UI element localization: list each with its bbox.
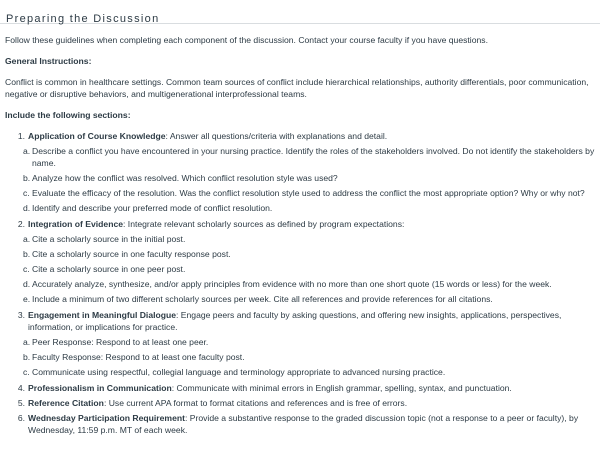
general-instructions-text: Conflict is common in healthcare settings. Common team sources of conflict include hierarchical relationships, authority differentials, poor communication, negative or disruptive behaviors, and multigenerational interprofessional teams. [5, 77, 589, 99]
section-label: Engagement in Meaningful Dialogue [28, 310, 177, 320]
section-label: Application of Course Knowledge [28, 131, 166, 141]
subitem [23, 145, 597, 169]
sections-heading: Include the following sections: [5, 110, 131, 120]
section-number: 6. [17, 413, 25, 423]
section-description: : Answer all questions/criteria with explanations and detail. [165, 131, 388, 141]
section-item [17, 382, 597, 394]
section-description: : Engage peers and faculty by asking questions, and offering new insights, applications, perspectives, information, or implications for practice. [28, 310, 562, 332]
section-item [17, 309, 597, 378]
subitem-text: Cite a scholarly source in the initial post. [32, 234, 186, 244]
subitem-letter: d. [23, 279, 31, 289]
section-text [23, 130, 597, 142]
subitem-text: Describe a conflict you have encountered in your nursing practice. Identify the roles of the stakeholders involved. Do not identify the stakeholders by name. [32, 146, 595, 168]
subitem [23, 366, 597, 378]
section-number: 5. [17, 398, 25, 408]
subitem [23, 336, 597, 348]
subitem-letter: e. [23, 294, 31, 304]
subitem-text: Identify and describe your preferred mode of conflict resolution. [32, 203, 273, 213]
section-label: Wednesday Participation Requirement [28, 413, 185, 423]
section-item [17, 218, 597, 305]
section-text [23, 218, 597, 230]
section-text [23, 382, 597, 394]
section-description: : Provide a substantive response to the graded discussion topic (not a response to a peer or faculty), by Wednesday, 11:59 p.m. MT of each week. [28, 413, 579, 435]
section-label: Reference Citation [28, 398, 104, 408]
section-description: : Use current APA format to format citations and references and is free of errors. [103, 398, 408, 408]
page-header [0, 0, 600, 24]
subitem-letter: a. [23, 337, 31, 347]
subitem [23, 233, 597, 245]
subitem-text: Cite a scholarly source in one faculty response post. [32, 249, 231, 259]
subitem-text: Faculty Response: Respond to at least one faculty post. [32, 352, 245, 362]
section-text [23, 309, 597, 333]
discussion-content [5, 34, 597, 439]
subitem-text: Peer Response: Respond to at least one peer. [32, 337, 209, 347]
subitems-list [23, 336, 597, 378]
section-text [23, 397, 597, 409]
section-label: Professionalism in Communication [28, 383, 172, 393]
section-item [17, 412, 597, 436]
section-item [17, 397, 597, 409]
subitem-letter: b. [23, 173, 31, 183]
section-number: 1. [17, 131, 25, 141]
subitem-letter: b. [23, 249, 31, 259]
subitem-text: Include a minimum of two different scholarly sources per week. Cite all references and provide references for all citations. [32, 294, 493, 304]
section-number: 3. [17, 310, 25, 320]
section-item [17, 130, 597, 214]
subitem [23, 187, 597, 199]
subitem [23, 263, 597, 275]
subitem [23, 278, 597, 290]
subitem-text: Analyze how the conflict was resolved. Which conflict resolution style was used? [32, 173, 338, 183]
subitem [23, 172, 597, 184]
page-title: Preparing the Discussion [6, 13, 160, 26]
subitem-text: Communicate using respectful, collegial language and terminology appropriate to advanced nursing practice. [32, 367, 446, 377]
subitem-text: Accurately analyze, synthesize, and/or apply principles from evidence with no more than one short quote (15 words or less) for the week. [32, 279, 552, 289]
subitem [23, 351, 597, 363]
subitem-text: Evaluate the efficacy of the resolution. Was the conflict resolution style used to address the conflict the most appropriate option? Why or why not? [32, 188, 585, 198]
subitem [23, 248, 597, 260]
subitem-letter: c. [23, 188, 30, 198]
subitems-list [23, 233, 597, 305]
section-label: Integration of Evidence [28, 219, 124, 229]
subitem-text: Cite a scholarly source in one peer post. [32, 264, 186, 274]
section-text [23, 412, 597, 436]
subitem-letter: b. [23, 352, 31, 362]
subitem-letter: a. [23, 234, 31, 244]
section-description: : Integrate relevant scholarly sources as defined by program expectations: [123, 219, 405, 229]
section-number: 4. [17, 383, 25, 393]
subitem-letter: c. [23, 367, 30, 377]
subitems-list [23, 145, 597, 214]
subitem [23, 202, 597, 214]
intro-text: Follow these guidelines when completing each component of the discussion. Contact your course faculty if you have questions. [5, 35, 488, 45]
section-number: 2. [17, 219, 25, 229]
section-description: : Communicate with minimal errors in English grammar, spelling, syntax, and punctuation. [171, 383, 512, 393]
general-instructions-heading: General Instructions: [5, 56, 92, 66]
subitem [23, 293, 597, 305]
subitem-letter: d. [23, 203, 31, 213]
subitem-letter: c. [23, 264, 30, 274]
sections-list [5, 130, 597, 436]
subitem-letter: a. [23, 146, 31, 156]
